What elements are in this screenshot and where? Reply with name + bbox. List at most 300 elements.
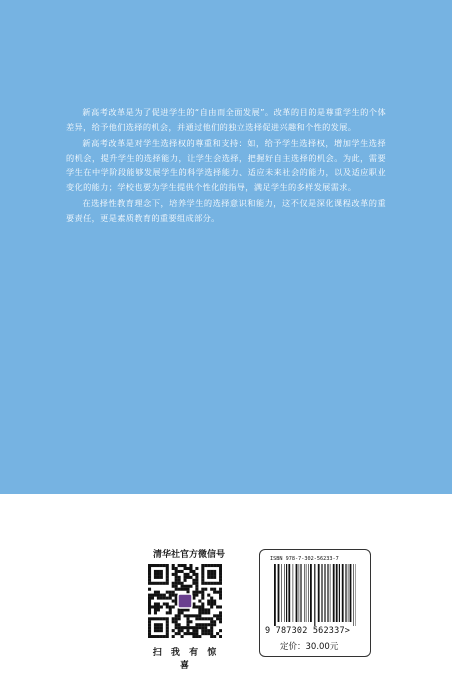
qr-module [160,564,163,567]
qr-module [186,591,189,594]
qr-module [189,620,192,623]
qr-caption: 扫 我 有 惊 喜 [152,648,220,671]
qr-module [169,608,172,611]
qr-module [204,626,207,629]
barcode-graphic [274,564,356,626]
qr-module [204,582,207,585]
qr-module [195,576,198,579]
qr-module [216,564,219,567]
qr-module [181,608,184,611]
qr-module [169,611,172,614]
qr-module [184,626,187,629]
qr-module [172,567,175,570]
qr-module [213,602,216,605]
qr-module [178,626,181,629]
barcode-bar [339,564,340,622]
qr-module [216,591,219,594]
qr-module [175,623,178,626]
qr-module [178,582,181,585]
qr-module [210,629,213,632]
qr-module [163,564,166,567]
qr-module [181,588,184,591]
qr-module [213,570,216,573]
qr-module [207,608,210,611]
qr-module [157,626,160,629]
qr-module [204,564,207,567]
qr-module [195,582,198,585]
qr-module [166,632,169,635]
qr-module [186,620,189,623]
qr-module [210,620,213,623]
barcode-bar [353,564,354,626]
qr-module [184,573,187,576]
qr-module [195,591,198,594]
qr-module [201,576,204,579]
qr-module [178,579,181,582]
qr-module [219,567,222,570]
qr-module [157,597,160,600]
qr-module [213,635,216,638]
barcode-bar [342,564,344,622]
barcode-bar [286,564,287,622]
qr-module [148,567,151,570]
qr-module [148,597,151,600]
qr-module [189,626,192,629]
qr-module [151,617,154,620]
qr-module [219,576,222,579]
qr-module [172,635,175,638]
qr-module [166,635,169,638]
blurb-paragraph-2: 新高考改革是对学生选择权的尊重和支持：如，给予学生选择权，增加学生选择的机会，提升学生的选择能力，让学生会选择，把握好自主选择的机会。为此，需要学生在中学阶段能够发展学生的科学选择能力、适应未来社会的能力，以及适应职业变化的能力；学校也要为学生提供个性化的指导，满足学生的多样发展需求。 [66,138,386,192]
qr-module [192,591,195,594]
qr-module [184,576,187,579]
qr-module [148,582,151,585]
qr-module [175,614,178,617]
qr-module [189,567,192,570]
qr-module [160,573,163,576]
qr-module [210,597,213,600]
qr-module [151,564,154,567]
qr-module [192,632,195,635]
qr-module [201,567,204,570]
qr-module [160,617,163,620]
isbn-digits: 9 787302 562337> [265,626,351,636]
qr-module [148,588,151,591]
qr-module [198,614,201,617]
qr-module [210,635,213,638]
qr-module [201,617,204,620]
qr-module [207,582,210,585]
qr-module [186,588,189,591]
barcode-bar [288,564,290,622]
qr-module [207,602,210,605]
qr-module [157,608,160,611]
qr-module [219,570,222,573]
qr-module [192,594,195,597]
qr-module [157,582,160,585]
qr-module [195,605,198,608]
qr-module [186,626,189,629]
qr-module [178,632,181,635]
qr-module [166,579,169,582]
qr-module [201,623,204,626]
qr-module [201,573,204,576]
publisher-logo-icon [178,594,192,608]
qr-module [160,623,163,626]
qr-module [169,605,172,608]
qr-module [213,620,216,623]
qr-module [189,576,192,579]
qr-module [172,617,175,620]
qr-module [157,605,160,608]
qr-module [169,594,172,597]
qr-module [163,617,166,620]
qr-module [219,579,222,582]
qr-module [148,626,151,629]
qr-module [195,626,198,629]
qr-module [201,597,204,600]
qr-module [201,632,204,635]
qr-module [172,605,175,608]
qr-module [204,623,207,626]
qr-module [219,597,222,600]
qr-module [172,582,175,585]
qr-module [186,608,189,611]
qr-module [172,629,175,632]
qr-module [207,617,210,620]
qr-module [148,617,151,620]
qr-module [172,573,175,576]
qr-module [201,579,204,582]
qr-module [204,632,207,635]
qr-module [166,611,169,614]
qr-module [166,591,169,594]
qr-module [151,605,154,608]
qr-module [204,629,207,632]
qr-module [160,629,163,632]
qr-module [201,602,204,605]
qr-module [154,564,157,567]
qr-module [166,582,169,585]
qr-module [178,608,181,611]
qr-module [213,591,216,594]
qr-module [201,570,204,573]
qr-module [198,635,201,638]
qr-module [157,617,160,620]
qr-module [166,564,169,567]
qr-module [201,626,204,629]
qr-module [181,564,184,567]
barcode-bar [296,564,298,622]
qr-module [186,576,189,579]
qr-module [195,614,198,617]
qr-module [160,582,163,585]
barcode-bar [321,564,322,622]
qr-module [166,576,169,579]
qr-module [154,602,157,605]
qr-module [163,602,166,605]
qr-module [216,605,219,608]
qr-module [160,635,163,638]
qr-module [210,605,213,608]
qr-module [186,573,189,576]
qr-module [210,626,213,629]
qr-module [192,579,195,582]
qr-module [148,564,151,567]
qr-module [175,600,178,603]
qr-module [178,617,181,620]
qr-module [163,582,166,585]
qr-module [219,564,222,567]
barcode-bar [314,564,315,626]
qr-module [175,588,178,591]
qr-module [184,614,187,617]
qr-module [195,632,198,635]
barcode-bar [310,564,312,622]
qr-module [148,602,151,605]
qr-module [178,564,181,567]
qr-module [192,597,195,600]
qr-module [154,626,157,629]
qr-module [169,591,172,594]
qr-module [195,567,198,570]
barcode-bar [350,564,352,622]
qr-module [157,629,160,632]
qr-module [204,611,207,614]
qr-module [216,614,219,617]
qr-code-graphic [148,564,222,638]
qr-module [175,570,178,573]
qr-module [166,626,169,629]
barcode-bar [327,564,328,622]
qr-module [148,605,151,608]
qr-module [210,602,213,605]
qr-module [186,585,189,588]
qr-module [151,582,154,585]
qr-module [157,591,160,594]
barcode-bar [293,564,294,622]
barcode-bar [284,564,285,622]
qr-module [192,570,195,573]
qr-module [169,597,172,600]
qr-module [210,573,213,576]
blurb-paragraph-1: 新高考改革是为了促进学生的“自由而全面发展”。改革的目的是尊重学生的个体差异，给予他们选择的机会，并通过他们的独立选择促进兴趣和个性的发展。 [66,107,386,132]
qr-module [160,570,163,573]
qr-module [154,573,157,576]
qr-module [201,605,204,608]
qr-module [219,588,222,591]
barcode-bar [330,564,331,622]
qr-module [148,579,151,582]
qr-module [157,570,160,573]
qr-module [210,570,213,573]
qr-module [157,635,160,638]
qr-module [148,623,151,626]
qr-module [210,623,213,626]
back-cover-blurb [66,105,386,227]
qr-module [201,582,204,585]
qr-module [175,582,178,585]
barcode-bar [336,564,338,622]
qr-module [175,620,178,623]
qr-module [216,617,219,620]
qr-module [175,602,178,605]
qr-module [148,573,151,576]
qr-module [195,623,198,626]
qr-module [175,567,178,570]
qr-module [166,602,169,605]
qr-module [207,600,210,603]
qr-module [210,576,213,579]
qr-module [198,600,201,603]
qr-module [198,626,201,629]
qr-module [186,632,189,635]
qr-module [207,623,210,626]
qr-module [175,617,178,620]
qr-module [172,594,175,597]
qr-module [204,608,207,611]
qr-module [184,608,187,611]
barcode-bar [304,564,305,622]
qr-module [175,576,178,579]
qr-module [178,611,181,614]
qr-module [189,632,192,635]
qr-module [210,632,213,635]
qr-module [166,623,169,626]
qr-module [213,623,216,626]
qr-module [160,576,163,579]
qr-module [184,588,187,591]
qr-module [219,620,222,623]
qr-module [219,605,222,608]
qr-module [166,573,169,576]
qr-module [175,585,178,588]
barcode-bar [274,564,276,626]
qr-module [210,588,213,591]
qr-module [207,594,210,597]
qr-module [207,570,210,573]
barcode-bar [324,564,325,622]
qr-module [181,582,184,585]
barcode-bar [300,564,301,622]
qr-module [198,617,201,620]
qr-module [201,564,204,567]
qr-module [192,602,195,605]
qr-module [154,576,157,579]
qr-module [163,597,166,600]
qr-module [157,564,160,567]
qr-module [204,617,207,620]
qr-module [181,626,184,629]
barcode-bar [299,564,300,622]
qr-module [219,594,222,597]
qr-module [201,611,204,614]
qr-module [189,614,192,617]
qr-module [219,617,222,620]
isbn-label: ISBN 978-7-302-56233-7 [270,556,339,562]
barcode-bar [308,564,309,622]
qr-module [219,629,222,632]
qr-module [195,579,198,582]
qr-module [175,594,178,597]
qr-module [175,573,178,576]
qr-module [172,591,175,594]
qr-module [166,597,169,600]
qr-module [219,611,222,614]
qr-module [178,576,181,579]
qr-module [184,567,187,570]
qr-module [195,573,198,576]
qr-module [198,608,201,611]
qr-module [157,594,160,597]
qr-module [154,582,157,585]
qr-module [148,570,151,573]
qr-module [198,611,201,614]
qr-module [219,591,222,594]
qr-module [207,611,210,614]
qr-module [198,605,201,608]
qr-module [195,588,198,591]
qr-module [195,617,198,620]
qr-module [216,582,219,585]
qr-module [148,594,151,597]
barcode-bar [281,564,282,622]
qr-module [181,570,184,573]
qr-module [154,570,157,573]
qr-module [184,579,187,582]
qr-module [178,623,181,626]
qr-module [166,570,169,573]
qr-module [198,623,201,626]
qr-module [172,620,175,623]
qr-module [178,614,181,617]
qr-module [201,608,204,611]
barcode-bar [345,564,346,622]
qr-module [213,600,216,603]
qr-module [154,591,157,594]
qr-module [186,617,189,620]
qr-module [189,570,192,573]
qr-module [207,573,210,576]
qr-module [160,594,163,597]
qr-module [184,632,187,635]
qr-module [189,585,192,588]
qr-module [148,629,151,632]
qr-module [204,588,207,591]
qr-module [192,582,195,585]
barcode-bar [278,564,280,622]
qr-module [178,588,181,591]
qr-module [154,635,157,638]
qr-module [213,582,216,585]
qr-module [178,629,181,632]
qr-module [151,594,154,597]
qr-module [207,576,210,579]
qr-module [186,567,189,570]
qr-module [166,620,169,623]
qr-module [210,617,213,620]
qr-module [175,597,178,600]
price-label: 定价：30.00元 [280,642,339,652]
qr-module [192,614,195,617]
qr-module [210,600,213,603]
blurb-paragraph-3: 在选择性教育理念下，培养学生的选择意识和能力，这不仅是深化课程改革的重要责任，更是素质教育的重要组成部分。 [66,198,386,223]
qr-module [160,626,163,629]
qr-module [157,623,160,626]
qr-module [195,635,198,638]
qr-module [172,564,175,567]
qr-module [219,614,222,617]
